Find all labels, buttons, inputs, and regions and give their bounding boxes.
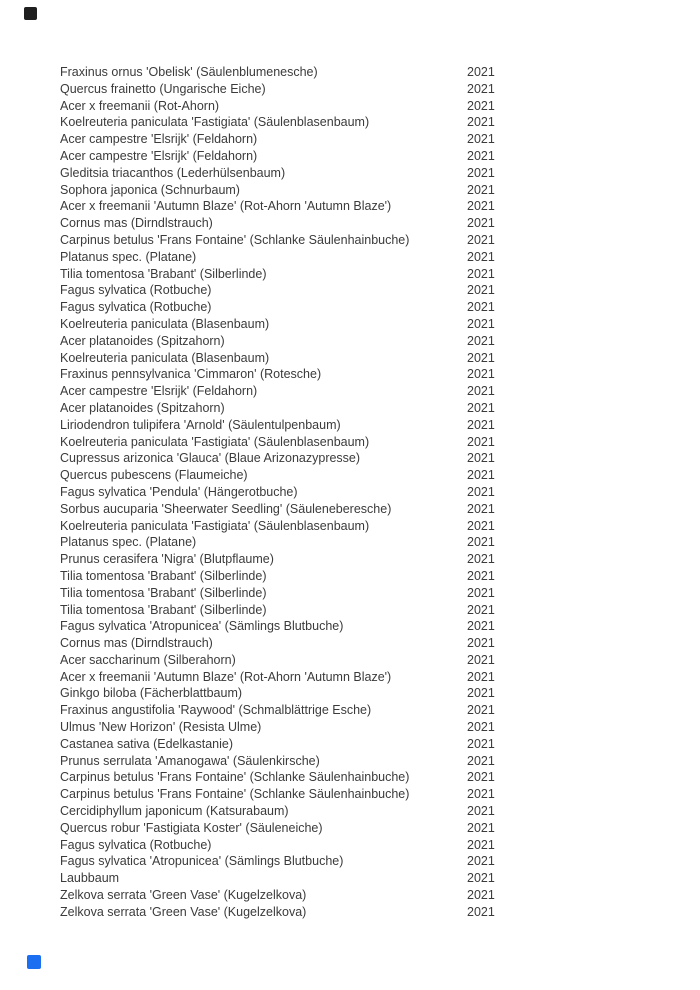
table-row [0,501,700,518]
table-row [0,383,700,400]
planting-year: 2021 [467,703,495,718]
tree-name: Acer campestre 'Elsrijk' (Feldahorn) [60,384,258,399]
planting-year: 2021 [467,720,495,735]
tree-name: Acer platanoides (Spitzahorn) [60,333,225,348]
table-row [0,786,700,803]
table-row [0,484,700,501]
tree-name: Acer platanoides (Spitzahorn) [60,400,225,415]
table-row [0,769,700,786]
table-row [0,232,700,249]
planting-year: 2021 [467,98,495,113]
tree-name: Cornus mas (Dirndlstrauch) [60,216,213,231]
tree-name: Prunus serrulata 'Amanogawa' (Säulenkirsche) [60,753,320,768]
planting-year: 2021 [467,350,495,365]
planting-year: 2021 [467,434,495,449]
tree-name: Acer campestre 'Elsrijk' (Feldahorn) [60,148,258,163]
planting-year: 2021 [467,820,495,835]
table-row [0,64,700,81]
planting-year: 2021 [467,451,495,466]
planting-year: 2021 [467,65,495,79]
tree-name: Castanea sativa (Edelkastanie) [60,736,234,751]
table-row [0,551,700,568]
planting-year: 2021 [467,753,495,768]
tree-name: Fagus sylvatica 'Atropunicea' (Sämlings Blutbuche) [60,619,344,634]
table-row [0,887,700,904]
tree-name: Koelreuteria paniculata 'Fastigiata' (Säulenblasenbaum) [60,115,370,130]
planting-year: 2021 [467,115,495,130]
black-square-marker [24,7,37,20]
planting-year: 2021 [467,484,495,499]
tree-name: Platanus spec. (Platane) [60,535,197,550]
table-row [0,870,700,887]
tree-name: Fagus sylvatica (Rotbuche) [60,837,212,852]
planting-year: 2021 [467,384,495,399]
table-row [0,98,700,115]
table-row [0,299,700,316]
tree-name: Acer campestre 'Elsrijk' (Feldahorn) [60,132,258,147]
tree-name: Carpinus betulus 'Frans Fontaine' (Schlanke Säulenhainbuche) [60,787,410,802]
tree-name: Cupressus arizonica 'Glauca' (Blaue Arizonazypresse) [60,451,361,466]
tree-name: Acer x freemanii 'Autumn Blaze' (Rot-Ahorn 'Autumn Blaze') [60,669,392,684]
planting-year: 2021 [467,585,495,600]
table-row [0,803,700,820]
table-row [0,534,700,551]
planting-year: 2021 [467,300,495,315]
planting-year: 2021 [467,636,495,651]
planting-year: 2021 [467,602,495,617]
tree-name: Carpinus betulus 'Frans Fontaine' (Schlanke Säulenhainbuche) [60,770,410,785]
planting-year: 2021 [467,417,495,432]
table-row [0,669,700,686]
table-row [0,904,700,921]
tree-name: Cornus mas (Dirndlstrauch) [60,636,213,651]
tree-name: Quercus frainetto (Ungarische Eiche) [60,81,266,96]
tree-name: Fraxinus pennsylvanica 'Cimmaron' (Rotesche) [60,367,322,382]
table-row [0,753,700,770]
planting-year: 2021 [467,501,495,516]
table-row [0,215,700,232]
tree-name: Acer x freemanii (Rot-Ahorn) [60,98,220,113]
tree-name: Carpinus betulus 'Frans Fontaine' (Schlanke Säulenhainbuche) [60,232,410,247]
planting-year: 2021 [467,400,495,415]
blue-square-marker [27,955,41,969]
tree-name: Fagus sylvatica (Rotbuche) [60,283,212,298]
tree-name: Sorbus aucuparia 'Sheerwater Seedling' (Säuleneberesche) [60,501,392,516]
planting-year: 2021 [467,266,495,281]
table-row [0,366,700,383]
tree-name: Quercus pubescens (Flaumeiche) [60,468,248,483]
tree-name: Tilia tomentosa 'Brabant' (Silberlinde) [60,585,267,600]
tree-name: Ginkgo biloba (Fächerblattbaum) [60,686,243,701]
tree-name: Tilia tomentosa 'Brabant' (Silberlinde) [60,266,267,281]
tree-name: Zelkova serrata 'Green Vase' (Kugelzelkova) [60,904,307,919]
tree-name: Zelkova serrata 'Green Vase' (Kugelzelkova) [60,888,307,903]
table-row [0,568,700,585]
tree-name: Acer x freemanii 'Autumn Blaze' (Rot-Ahorn 'Autumn Blaze') [60,199,392,214]
table-row [0,618,700,635]
planting-year: 2021 [467,316,495,331]
tree-name: Platanus spec. (Platane) [60,249,197,264]
tree-name: Prunus cerasifera 'Nigra' (Blutpflaume) [60,552,274,567]
tree-name: Fagus sylvatica 'Pendula' (Hängerotbuche) [60,484,298,499]
tree-name: Cercidiphyllum japonicum (Katsurabaum) [60,804,289,819]
tree-name: Koelreuteria paniculata 'Fastigiata' (Säulenblasenbaum) [60,518,370,533]
planting-year: 2021 [467,854,495,869]
tree-name: Gleditsia triacanthos (Lederhülsenbaum) [60,165,286,180]
tree-table [0,64,700,921]
planting-year: 2021 [467,888,495,903]
tree-name: Liriodendron tulipifera 'Arnold' (Säulentulpenbaum) [60,417,341,432]
tree-name: Koelreuteria paniculata 'Fastigiata' (Säulenblasenbaum) [60,434,370,449]
planting-year: 2021 [467,148,495,163]
planting-year: 2021 [467,182,495,197]
table-row [0,81,700,98]
table-row [0,282,700,299]
table-row [0,131,700,148]
table-row [0,467,700,484]
table-row [0,518,700,535]
table-row [0,837,700,854]
table-row [0,148,700,165]
planting-year: 2021 [467,568,495,583]
table-row [0,652,700,669]
planting-year: 2021 [467,652,495,667]
tree-name: Fraxinus ornus 'Obelisk' (Säulenblumenesche) [60,65,318,79]
tree-name: Ulmus 'New Horizon' (Resista Ulme) [60,720,262,735]
planting-year: 2021 [467,249,495,264]
planting-year: 2021 [467,904,495,919]
tree-name: Fagus sylvatica (Rotbuche) [60,300,212,315]
table-row [0,316,700,333]
planting-year: 2021 [467,81,495,96]
planting-year: 2021 [467,468,495,483]
table-row [0,198,700,215]
planting-year: 2021 [467,804,495,819]
table-row [0,417,700,434]
table-row [0,585,700,602]
planting-year: 2021 [467,232,495,247]
table-row [0,736,700,753]
planting-year: 2021 [467,619,495,634]
planting-year: 2021 [467,367,495,382]
tree-name: Tilia tomentosa 'Brabant' (Silberlinde) [60,602,267,617]
planting-year: 2021 [467,871,495,886]
tree-name: Tilia tomentosa 'Brabant' (Silberlinde) [60,568,267,583]
table-row [0,182,700,199]
planting-year: 2021 [467,132,495,147]
tree-name: Koelreuteria paniculata (Blasenbaum) [60,350,270,365]
table-row [0,450,700,467]
planting-year: 2021 [467,552,495,567]
table-row [0,685,700,702]
table-row [0,853,700,870]
planting-year: 2021 [467,333,495,348]
planting-year: 2021 [467,165,495,180]
planting-year: 2021 [467,770,495,785]
table-row [0,266,700,283]
planting-year: 2021 [467,787,495,802]
table-row [0,400,700,417]
table-row [0,702,700,719]
tree-name: Acer saccharinum (Silberahorn) [60,652,236,667]
tree-name: Fraxinus angustifolia 'Raywood' (Schmalblättrige Esche) [60,703,372,718]
table-row [0,820,700,837]
tree-name: Laubbaum [60,871,120,886]
planting-year: 2021 [467,669,495,684]
planting-year: 2021 [467,837,495,852]
table-row [0,434,700,451]
planting-year: 2021 [467,535,495,550]
table-row [0,602,700,619]
planting-year: 2021 [467,686,495,701]
table-row [0,333,700,350]
tree-name: Fagus sylvatica 'Atropunicea' (Sämlings Blutbuche) [60,854,344,869]
tree-name: Koelreuteria paniculata (Blasenbaum) [60,316,270,331]
planting-year: 2021 [467,518,495,533]
planting-year: 2021 [467,736,495,751]
planting-year: 2021 [467,216,495,231]
planting-year: 2021 [467,199,495,214]
table-row [0,635,700,652]
tree-name: Sophora japonica (Schnurbaum) [60,182,240,197]
table-row [0,165,700,182]
table-row [0,719,700,736]
planting-year: 2021 [467,283,495,298]
table-row [0,350,700,367]
table-row [0,249,700,266]
table-row [0,114,700,131]
tree-name: Quercus robur 'Fastigiata Koster' (Säuleneiche) [60,820,323,835]
